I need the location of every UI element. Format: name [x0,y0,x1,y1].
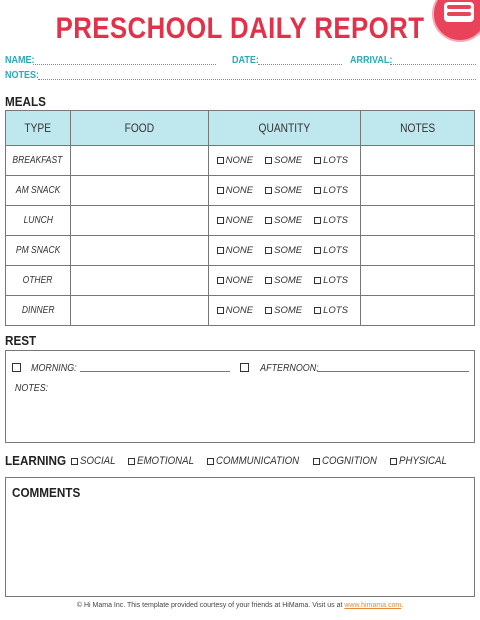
quantity-label: SOME [274,215,303,226]
quantity-label: SOME [274,275,303,286]
checkbox-icon[interactable] [71,458,78,465]
checkbox-icon[interactable] [128,458,135,465]
col-type: TYPE [6,111,71,146]
meal-row [6,176,475,206]
meal-type-cell: LUNCH [6,206,71,236]
himama-link[interactable]: www.himama.com [344,602,402,609]
comments-title: COMMENTS [12,485,81,500]
col-notes: NOTES [360,111,474,146]
arrival-field[interactable] [390,64,476,65]
arrival-label: ARRIVAL: [350,55,393,66]
quantity-label: LOTS [323,185,348,196]
quantity-label: SOME [274,305,303,316]
meal-row [6,266,475,296]
meal-type-cell: PM SNACK [6,236,71,266]
quantity-option[interactable] [217,305,253,316]
checkbox-icon[interactable] [314,247,321,254]
meals-title: MEALS [5,94,46,109]
checkbox-icon[interactable] [314,277,321,284]
afternoon-line[interactable] [317,371,469,372]
rest-title: REST [5,333,37,348]
food-cell[interactable] [70,146,208,176]
footer-text: © Hi Mama Inc. This template provided courtesy of your friends at HiMama. Visit us at [76,602,345,609]
date-field[interactable] [258,64,342,65]
learning-cognition[interactable]: COGNITION [313,455,384,467]
checkbox-icon[interactable] [217,187,224,194]
checkbox-icon[interactable] [265,307,272,314]
food-cell[interactable] [70,296,208,326]
quantity-option[interactable] [265,215,302,226]
quantity-label: NONE [225,305,254,316]
col-quantity: QUANTITY [208,111,360,146]
checkbox-icon[interactable] [265,247,272,254]
quantity-option[interactable] [314,215,348,226]
learning-emotional[interactable]: EMOTIONAL [128,455,202,467]
quantity-label: LOTS [323,305,348,316]
meal-type-cell: OTHER [6,266,71,296]
name-field[interactable] [33,64,216,65]
quantity-option[interactable] [265,275,302,286]
quantity-option[interactable] [217,155,253,166]
rest-morning[interactable]: MORNING: [12,362,81,374]
checkbox-icon[interactable] [314,187,321,194]
quantity-cell [208,206,360,236]
rest-notes-label: NOTES: [14,382,49,394]
quantity-option[interactable] [265,305,302,316]
checkbox-icon[interactable] [313,458,320,465]
learning-social[interactable]: SOCIAL [71,455,120,467]
morning-line[interactable] [80,371,230,372]
quantity-label: LOTS [323,245,348,256]
notes-cell[interactable] [360,266,474,296]
quantity-option[interactable] [314,275,348,286]
quantity-option[interactable] [217,275,253,286]
checkbox-icon[interactable] [314,307,321,314]
checkbox-icon[interactable] [265,157,272,164]
quantity-option[interactable] [314,155,348,166]
quantity-option[interactable] [217,245,253,256]
quantity-label: LOTS [323,275,348,286]
quantity-cell [208,296,360,326]
quantity-option[interactable] [314,305,348,316]
notes-field[interactable] [38,79,476,80]
quantity-cell [208,176,360,206]
quantity-label: SOME [274,245,303,256]
learning-title: LEARNING [5,453,67,468]
food-cell[interactable] [70,206,208,236]
quantity-label: NONE [225,185,254,196]
checkbox-icon[interactable] [240,363,249,372]
notes-label: NOTES: [5,70,40,81]
notes-cell[interactable] [360,146,474,176]
notes-cell[interactable] [360,206,474,236]
page-title: PRESCHOOL DAILY REPORT [55,12,425,45]
rest-afternoon[interactable]: AFTERNOON: [240,362,324,374]
checkbox-icon[interactable] [217,217,224,224]
checkbox-icon[interactable] [12,363,21,372]
quantity-option[interactable] [217,185,253,196]
meal-row [6,146,475,176]
quantity-cell [208,266,360,296]
meal-type-cell: BREAKFAST [6,146,71,176]
learning-communication[interactable]: COMMUNICATION [207,455,311,467]
quantity-label: SOME [274,185,303,196]
quantity-option[interactable] [217,215,253,226]
quantity-label: NONE [225,215,254,226]
checkbox-icon[interactable] [314,157,321,164]
name-label: NAME: [5,55,35,66]
checkbox-icon[interactable] [390,458,397,465]
food-cell[interactable] [70,236,208,266]
notes-cell[interactable] [360,236,474,266]
meal-row [6,296,475,326]
quantity-label: SOME [274,155,303,166]
quantity-label: LOTS [323,155,348,166]
quantity-label: NONE [225,245,254,256]
date-label: DATE: [232,55,259,66]
quantity-option[interactable] [314,185,348,196]
quantity-option[interactable] [265,155,302,166]
learning-physical[interactable]: PHYSICAL [390,455,453,467]
checkbox-icon[interactable] [265,277,272,284]
quantity-label: LOTS [323,215,348,226]
food-cell[interactable] [70,266,208,296]
meal-type-cell: DINNER [6,296,71,326]
checkbox-icon[interactable] [217,307,224,314]
notes-cell[interactable] [360,296,474,326]
checkbox-icon[interactable] [265,187,272,194]
footer-end: . [401,602,404,609]
checkbox-icon[interactable] [207,458,214,465]
quantity-cell [208,236,360,266]
col-food: FOOD [70,111,208,146]
checkbox-icon[interactable] [217,247,224,254]
meal-type-cell: AM SNACK [6,176,71,206]
meals-table [5,110,475,326]
checkbox-icon[interactable] [265,217,272,224]
quantity-label: NONE [225,155,254,166]
quantity-label: NONE [225,275,254,286]
meal-row [6,206,475,236]
quantity-option[interactable] [265,245,302,256]
checkbox-icon[interactable] [217,157,224,164]
quantity-option[interactable] [265,185,302,196]
food-cell[interactable] [70,176,208,206]
quantity-option[interactable] [314,245,348,256]
notes-cell[interactable] [360,176,474,206]
footer [0,602,480,609]
checkbox-icon[interactable] [314,217,321,224]
checkbox-icon[interactable] [217,277,224,284]
quantity-cell [208,146,360,176]
meal-row [6,236,475,266]
